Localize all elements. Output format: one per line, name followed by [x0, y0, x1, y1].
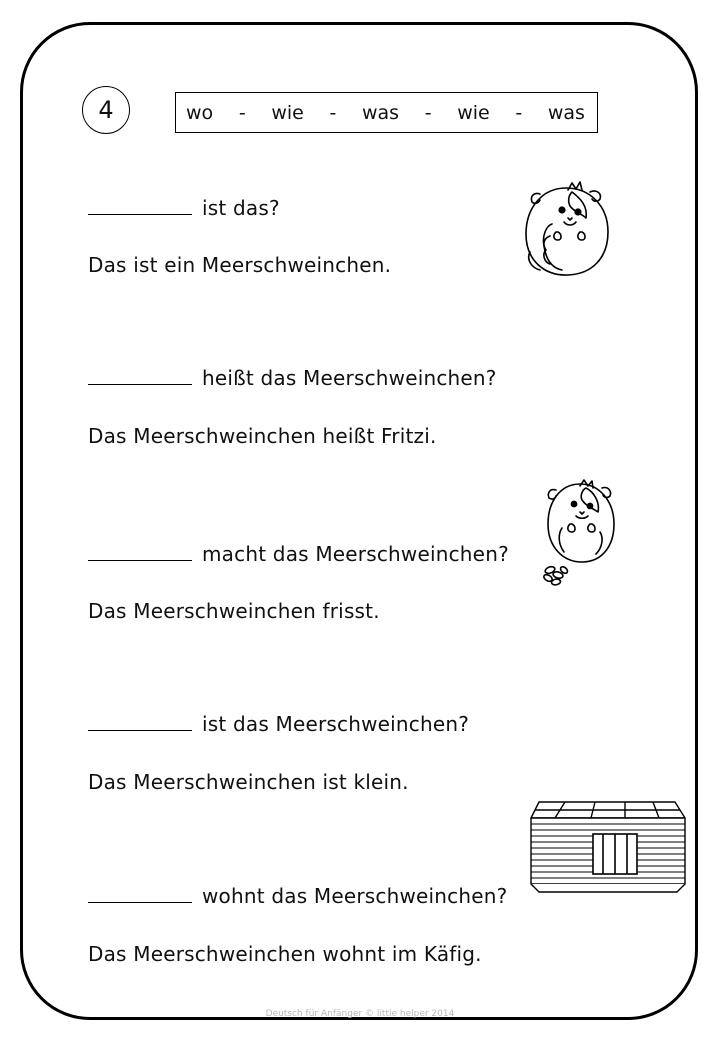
answer-blank[interactable]: [88, 542, 192, 561]
guinea-pig-illustration: [522, 180, 612, 278]
answer-blank[interactable]: [88, 366, 192, 385]
question-text: macht das Meerschweinchen?: [202, 542, 509, 566]
guinea-pig-eating-illustration: [540, 478, 620, 586]
question-text: ist das Meerschweinchen?: [202, 712, 470, 736]
question-text: heißt das Meerschweinchen?: [202, 366, 497, 390]
word-bank-item: wie: [457, 101, 490, 124]
answer-blank[interactable]: [88, 196, 192, 215]
question-4: [88, 712, 469, 736]
question-3: [88, 542, 509, 566]
cage-illustration: [525, 796, 687, 896]
word-bank-item: wie: [271, 101, 304, 124]
answer-blank[interactable]: [88, 712, 192, 731]
word-bank-item: was: [361, 101, 400, 124]
question-text: ist das?: [202, 196, 280, 220]
answer-4: Das Meerschweinchen ist klein.: [88, 770, 409, 794]
question-text: wohnt das Meerschweinchen?: [202, 884, 508, 908]
exercise-number: [82, 86, 130, 134]
answer-5: Das Meerschweinchen wohnt im Käfig.: [88, 942, 482, 966]
answer-1: Das ist ein Meerschweinchen.: [88, 253, 392, 277]
word-bank-item: wo: [186, 101, 214, 124]
word-bank-item: was: [547, 101, 585, 124]
footer-copyright: Deutsch für Anfänger © little helper 2014: [265, 1009, 455, 1019]
answer-2: Das Meerschweinchen heißt Fritzi.: [88, 424, 437, 448]
answer-blank[interactable]: [88, 884, 192, 903]
question-2: [88, 366, 497, 390]
word-bank: [175, 92, 598, 133]
word-bank-separator: -: [515, 101, 523, 124]
word-bank-separator: -: [424, 101, 432, 124]
question-1: [88, 196, 280, 220]
question-5: [88, 884, 507, 908]
word-bank-separator: -: [329, 101, 337, 124]
exercise-number-text: 4: [98, 96, 114, 124]
answer-3: Das Meerschweinchen frisst.: [88, 599, 380, 623]
word-bank-separator: -: [238, 101, 246, 124]
